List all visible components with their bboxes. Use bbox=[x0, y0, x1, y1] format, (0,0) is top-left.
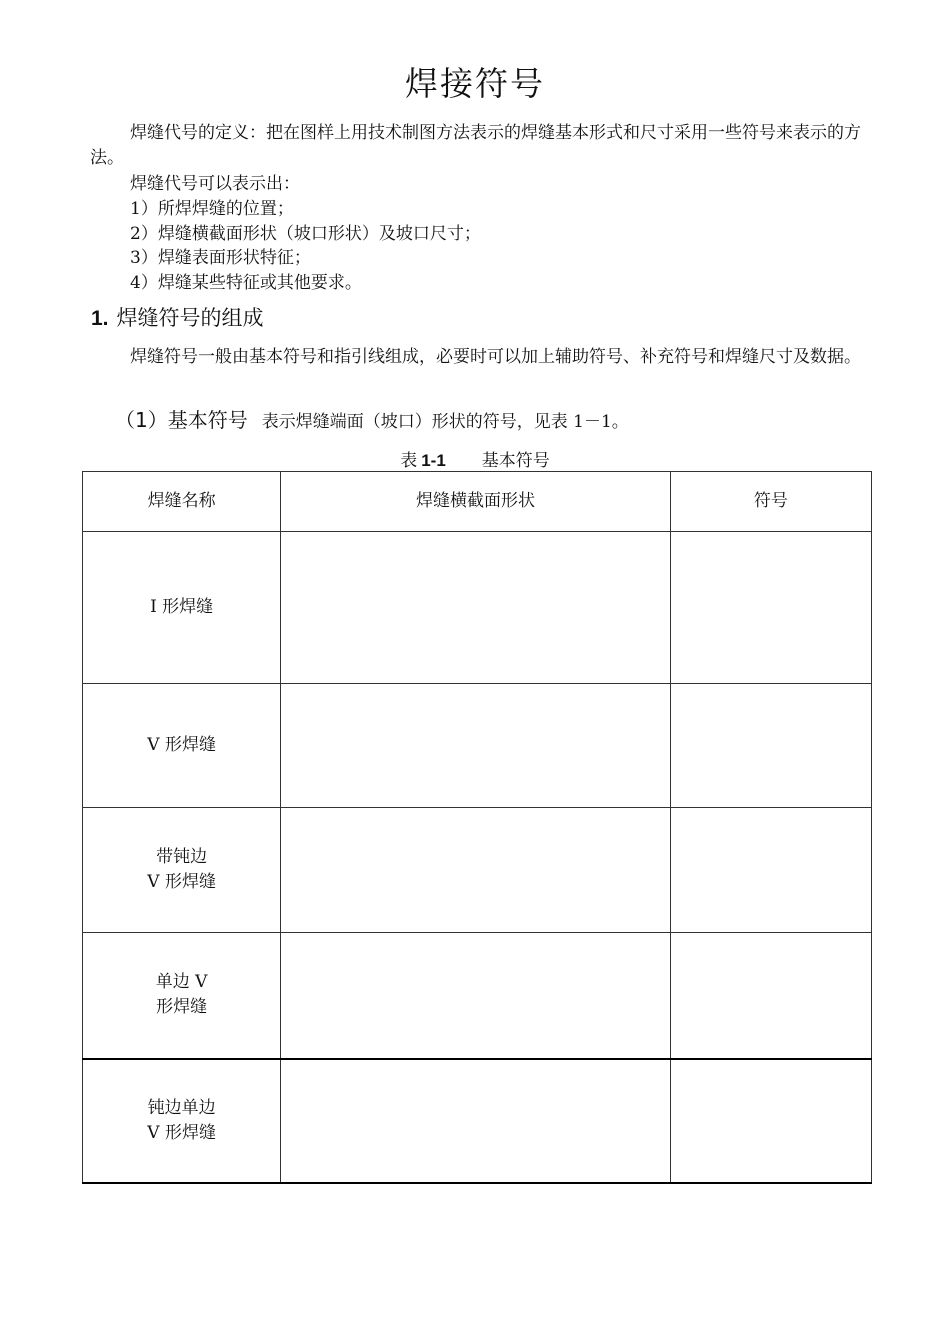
table-header-row bbox=[83, 472, 872, 532]
sub-heading-description: 表示焊缝端面（坡口）形状的符号，见表 1－1。 bbox=[261, 412, 629, 432]
basic-symbols-table bbox=[82, 471, 872, 1184]
weld-name: V 形焊缝 bbox=[147, 735, 216, 755]
symbol-cell bbox=[670, 933, 871, 1059]
header-weld-name: 焊缝名称 bbox=[83, 472, 281, 532]
list-item: 1）所焊焊缝的位置； bbox=[130, 199, 294, 219]
header-symbol: 符号 bbox=[670, 472, 871, 532]
weld-name: 带钝边 V 形焊缝 bbox=[147, 847, 216, 892]
sub-heading-label: （1）基本符号 bbox=[115, 408, 248, 432]
symbol-cell bbox=[670, 684, 871, 808]
table-row bbox=[83, 933, 872, 1059]
list-item: 3）焊缝表面形状特征； bbox=[130, 248, 311, 268]
section-paragraph: 焊缝符号一般由基本符号和指引线组成，必要时可以加上辅助符号、补充符号和焊缝尺寸及数据。 bbox=[130, 347, 861, 367]
weld-name: 单边 V 形焊缝 bbox=[155, 972, 208, 1018]
cross-section-cell bbox=[281, 532, 670, 684]
table-row bbox=[83, 684, 872, 808]
sub-heading bbox=[115, 404, 629, 433]
caption-title: 基本符号 bbox=[481, 451, 550, 471]
section-heading bbox=[91, 302, 264, 332]
symbol-cell bbox=[670, 808, 871, 933]
definition-paragraph: 焊缝代号的定义：把在图样上用技术制图方法表示的焊缝基本形式和尺寸采用一些符号来表示的方法。 bbox=[90, 123, 861, 168]
cross-section-cell bbox=[281, 933, 670, 1059]
header-cross-section: 焊缝横截面形状 bbox=[281, 472, 670, 532]
caption-prefix: 表 bbox=[400, 451, 418, 471]
symbol-cell bbox=[670, 1059, 871, 1183]
weld-name-cell bbox=[83, 532, 281, 684]
section-number: 1. bbox=[91, 307, 109, 330]
page-title: 焊接符号 bbox=[405, 64, 545, 103]
intro-lead: 焊缝代号可以表示出： bbox=[130, 174, 300, 194]
list-item: 4）焊缝某些特征或其他要求。 bbox=[130, 273, 362, 293]
caption-number: 1-1 bbox=[421, 451, 446, 470]
list-item: 2）焊缝横截面形状（坡口形状）及坡口尺寸； bbox=[130, 224, 481, 244]
weld-name: 钝边单边 V 形焊缝 bbox=[147, 1097, 216, 1143]
weld-name: I 形焊缝 bbox=[150, 597, 214, 617]
weld-name-cell bbox=[83, 1059, 281, 1183]
cross-section-cell bbox=[281, 1059, 670, 1183]
symbol-cell bbox=[670, 532, 871, 684]
weld-name-cell bbox=[83, 933, 281, 1059]
section-title: 焊缝符号的组成 bbox=[116, 306, 264, 330]
table-row bbox=[83, 808, 872, 933]
table-row bbox=[83, 532, 872, 684]
weld-name-cell bbox=[83, 684, 281, 808]
cross-section-cell bbox=[281, 808, 670, 933]
cross-section-cell bbox=[281, 684, 670, 808]
weld-name-cell bbox=[83, 808, 281, 933]
table-row bbox=[83, 1059, 872, 1183]
table-caption bbox=[0, 446, 950, 471]
